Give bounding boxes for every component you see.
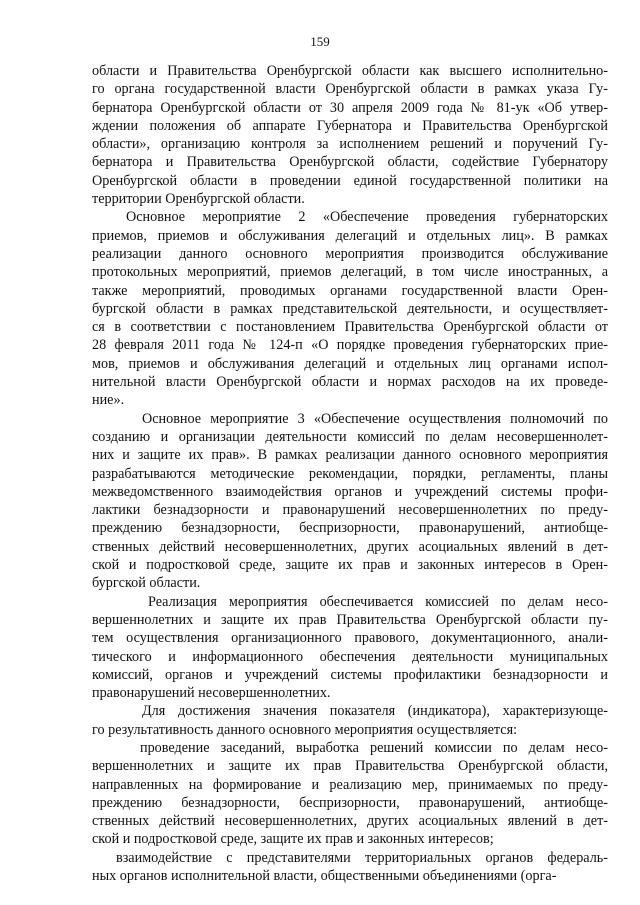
text-line: бургской области. [92, 575, 201, 592]
text-line: ственных действий несовершеннолетних, других асоциальных явлений в дет- [92, 813, 608, 830]
page-number: 159 [310, 34, 330, 49]
paragraph [92, 739, 608, 849]
text-line: комиссий, органов и учреждений системы профилактики безнадзорности и [92, 666, 608, 683]
text-line: вершеннолетних и защите их прав Правительства Оренбургской области пу- [92, 611, 608, 628]
text-line: го результативность данного основного мероприятия осуществляется: [92, 721, 518, 738]
text-line: них и защите их прав». В рамках реализации данного основного мероприятия [92, 447, 608, 464]
paragraph [92, 62, 608, 208]
text-line: мов, приемов и обслуживания делегаций и отдельных лиц органами испол- [92, 355, 608, 372]
text-line: ждении положения об аппарате Губернатора и Правительства Оренбургской [92, 117, 608, 134]
text-line: вершеннолетних и защите их прав Правительства Оренбургской области, [92, 758, 608, 775]
text-line: Оренбургской области в проведении единой государственной политики на [92, 172, 608, 189]
text-line: области и Правительства Оренбургской области как высшего исполнительно- [92, 63, 608, 79]
text-line: реализации данного основного мероприятия производится обслуживание [92, 245, 608, 262]
text-line: нительной власти Оренбургской области и нормах расходов на их проведе- [92, 374, 608, 391]
text-line: проведение заседаний, выработка решений комиссии по делам несо- [140, 739, 608, 756]
text-line: преждению безнадзорности, беспризорности, правонарушений, антиобще- [92, 794, 608, 811]
text-line: также мероприятий, проводимых органами государственной власти Орен- [92, 282, 608, 299]
text-line: лактики безнадзорности и правонарушений несовершеннолетних по преду- [92, 502, 608, 519]
text-line: приемов, приемов и обслуживания делегаций и отдельных лиц». В рамках [92, 227, 608, 244]
text-line: протокольных мероприятий, приемов делегаций, в том числе иностранных, а [92, 264, 608, 281]
paragraph [92, 410, 608, 593]
text-line: Основное мероприятие 3 «Обеспечение осуществления полномочий по [142, 410, 608, 427]
text-line: ской и подростковой среде, защите их прав и законных интересов в Орен- [92, 557, 608, 574]
text-line: го органа государственной власти Оренбургской области в рамках указа Гу- [92, 81, 608, 98]
text-line: ся в соответствии с постановлением Правительства Оренбургской области от [92, 319, 608, 336]
text-line: Для достижения значения показателя (индикатора), характеризующе- [142, 703, 608, 720]
text-line: Реализация мероприятия обеспечивается комиссией по делам несо- [148, 593, 608, 610]
text-line: Основное мероприятие 2 «Обеспечение проведения губернаторских [126, 209, 608, 226]
text-line: преждению безнадзорности, беспризорности, правонарушений, антиобще- [92, 520, 608, 537]
text-line: тем осуществления организационного правового, документационного, анали- [92, 630, 608, 647]
text-line: межведомственного взаимодействия органов и учреждений системы профи- [92, 483, 608, 500]
paragraph [92, 849, 608, 886]
paragraph [92, 208, 608, 409]
paragraph [92, 702, 608, 739]
text-line: ственных действий несовершеннолетних, других асоциальных явлений в дет- [92, 538, 608, 555]
text-line: ние». [92, 392, 125, 409]
text-line: направленных на формирование и реализацию мер, принимаемых по преду- [92, 776, 608, 793]
text-line: тического и информационного обеспечения деятельности муниципальных [92, 648, 608, 665]
text-line: территории Оренбургской области. [92, 191, 305, 208]
text-line: разрабатываются методические рекомендации, порядки, регламенты, планы [92, 465, 608, 482]
paragraph [92, 593, 608, 703]
text-line: бернатора Оренбургской области от 30 апреля 2009 года № 81-ук «Об утвер- [92, 99, 608, 116]
text-line: бернатора и Правительства Оренбургской области, содействие Губернатору [92, 154, 608, 171]
text-line: 28 февраля 2011 года № 124-п «О порядке проведения губернаторских прие- [92, 337, 608, 354]
body-text [92, 62, 608, 885]
text-line: области», организацию контроля за исполнением решений и поручений Гу- [92, 136, 608, 153]
text-line: ской и подростковой среде, защите их прав и законных интересов; [92, 831, 494, 848]
text-line: созданию и организации деятельности комиссий по делам несовершеннолет- [92, 428, 608, 445]
text-line: правонарушений несовершеннолетних. [92, 685, 331, 702]
text-line: взаимодействие с представителями территориальных органов федераль- [116, 849, 608, 866]
text-line: ных органов исполнительной власти, общественными объединениями (орга- [92, 868, 557, 885]
text-line: бургской области в рамках представительской деятельности, и осуществляет- [92, 300, 608, 317]
